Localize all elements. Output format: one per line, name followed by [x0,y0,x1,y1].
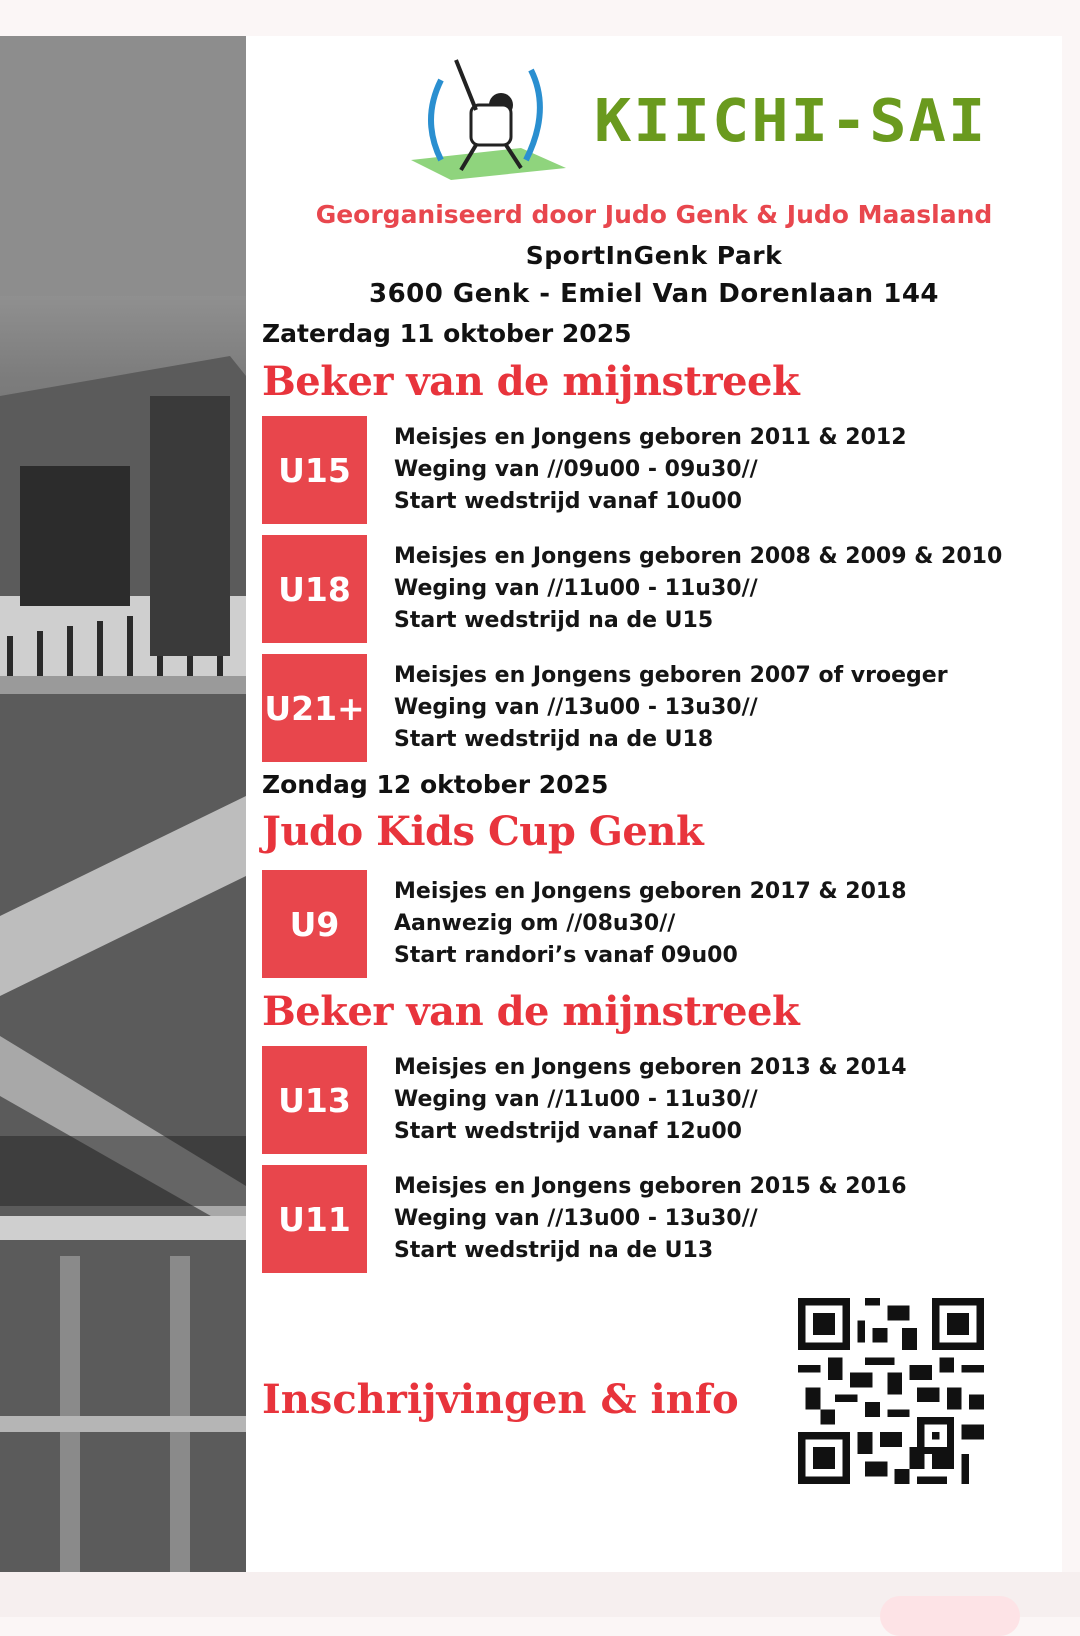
category-badge: U15 [262,416,367,524]
category-block [262,416,1036,526]
category-details [394,1052,907,1148]
category-line: Meisjes en Jongens geboren 2007 of vroeger [394,663,948,688]
category-block [262,535,1036,645]
category-badge: U9 [262,870,367,978]
category-line: Meisjes en Jongens geboren 2017 & 2018 [394,879,907,904]
category-line: Start wedstrijd vanaf 10u00 [394,489,742,514]
organizer-text: Georganiseerd door Judo Genk & Judo Maasland [315,200,993,229]
poster [0,36,1062,1572]
category-line: Start wedstrijd na de U13 [394,1238,714,1263]
day-date: Zondag 12 oktober 2025 [262,770,609,799]
category-details [394,876,907,972]
category-details [394,660,948,756]
event-title: Beker van de mijnstreek [262,358,800,405]
category-line: Meisjes en Jongens geboren 2013 & 2014 [394,1055,907,1080]
category-line: Meisjes en Jongens geboren 2008 & 2009 & 2010 [394,544,1003,569]
registration-cta: Inschrijvingen & info [262,1376,739,1423]
category-line: Weging van //09u00 - 09u30// [394,457,758,482]
qr-code-icon[interactable] [798,1298,984,1484]
category-line: Weging van //13u00 - 13u30// [394,695,758,720]
category-details [394,422,907,518]
category-line: Meisjes en Jongens geboren 2015 & 2016 [394,1174,907,1199]
category-line: Weging van //11u00 - 11u30// [394,576,758,601]
mine-tower-photo [0,36,246,1572]
event-title: Beker van de mijnstreek [262,988,800,1035]
category-line: Aanwezig om //08u30// [394,911,676,936]
category-line: Start wedstrijd na de U18 [394,727,714,752]
event-title: Judo Kids Cup Genk [262,808,704,855]
category-block [262,654,1036,764]
venue-name: SportInGenk Park [525,241,783,270]
category-line: Weging van //13u00 - 13u30// [394,1206,758,1231]
category-details [394,1171,907,1267]
category-badge: U18 [262,535,367,643]
category-line: Start wedstrijd vanaf 12u00 [394,1119,742,1144]
category-details [394,541,1002,637]
category-badge: U13 [262,1046,367,1154]
decorative-shape [880,1596,1020,1636]
category-block [262,870,1036,980]
category-block [262,1046,1036,1156]
judo-throw-icon [401,50,581,180]
category-line: Start randori’s vanaf 09u00 [394,943,738,968]
category-badge: U11 [262,1165,367,1273]
venue-address: 3600 Genk - Emiel Van Dorenlaan 144 [369,279,939,309]
category-line: Start wedstrijd na de U15 [394,608,714,633]
category-line: Weging van //11u00 - 11u30// [394,1087,758,1112]
category-line: Meisjes en Jongens geboren 2011 & 2012 [394,425,907,450]
category-badge: U21+ [262,654,367,762]
tower-structure-illustration [0,36,246,1572]
day-date: Zaterdag 11 oktober 2025 [262,319,632,348]
brand-name: KIICHI-SAI [594,85,988,156]
category-block [262,1165,1036,1275]
content-panel [246,36,1062,1572]
